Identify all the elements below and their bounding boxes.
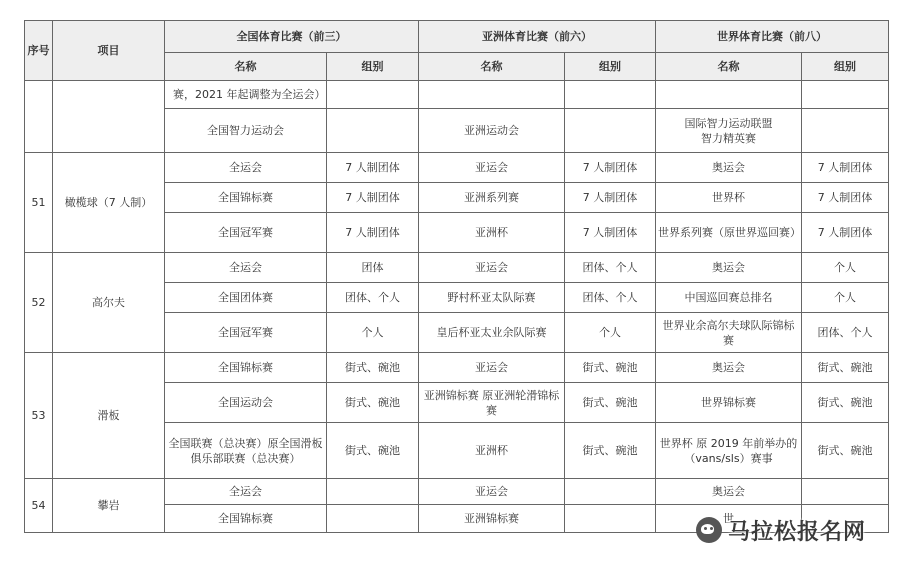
national-header: 全国体育比赛（前三）: [165, 21, 419, 53]
national-name-header: 名称: [165, 53, 327, 81]
asian-name-cell: 亚洲锦标赛: [419, 505, 565, 533]
world-name-cell: 奥运会: [656, 253, 802, 283]
national-group-cell: 个人: [327, 313, 419, 353]
seq-cell: 52: [25, 253, 53, 353]
asian-name-cell: 皇后杯亚太业余队际赛: [419, 313, 565, 353]
asian-name-cell: [419, 81, 565, 109]
item-cell: 攀岩: [53, 479, 165, 533]
world-name-cell: 世界业余高尔夫球队际锦标赛: [656, 313, 802, 353]
asian-name-cell: 野村杯亚太队际赛: [419, 283, 565, 313]
asian-name-cell: 亚运会: [419, 353, 565, 383]
national-group-header: 组别: [327, 53, 419, 81]
world-group-cell: [802, 479, 889, 505]
seq-cell: 54: [25, 479, 53, 533]
national-group-cell: [327, 505, 419, 533]
world-name-cell: 世: [656, 505, 802, 533]
national-name-cell: 全国联赛（总决赛）原全国滑板俱乐部联赛（总决赛）: [165, 423, 327, 479]
world-group-cell: [802, 109, 889, 153]
national-name-cell: 全国冠军赛: [165, 213, 327, 253]
national-group-cell: [327, 479, 419, 505]
national-name-cell: 全运会: [165, 479, 327, 505]
world-group-cell: 7 人制团体: [802, 213, 889, 253]
asian-group-cell: 团体、个人: [565, 253, 656, 283]
world-name-cell: 中国巡回赛总排名: [656, 283, 802, 313]
national-name-cell: 全国运动会: [165, 383, 327, 423]
watermark-text: 马拉松报名网: [728, 519, 867, 545]
world-group-cell: 个人: [802, 253, 889, 283]
asian-group-cell: 街式、碗池: [565, 423, 656, 479]
world-name-cell: 奥运会: [656, 353, 802, 383]
national-name-cell: 赛，2021 年起调整为全运会）: [165, 81, 327, 109]
world-name-cell: 世界系列赛（原世界巡回赛）: [656, 213, 802, 253]
world-name-cell: 奥运会: [656, 479, 802, 505]
national-name-cell: 全国冠军赛: [165, 313, 327, 353]
asian-name-cell: 亚洲运动会: [419, 109, 565, 153]
asian-name-cell: 亚洲杯: [419, 213, 565, 253]
world-group-cell: 街式、碗池: [802, 383, 889, 423]
item-cell: 橄榄球（7 人制）: [53, 153, 165, 253]
seq-cell: 53: [25, 353, 53, 479]
item-cell: 滑板: [53, 353, 165, 479]
national-group-cell: 街式、碗池: [327, 423, 419, 479]
watermark: [696, 513, 896, 547]
asian-name-cell: 亚运会: [419, 153, 565, 183]
wechat-icon: [696, 517, 722, 543]
asian-group-cell: 7 人制团体: [565, 183, 656, 213]
seq-header: 序号: [25, 21, 53, 81]
national-group-cell: 团体、个人: [327, 283, 419, 313]
national-group-cell: 团体: [327, 253, 419, 283]
asian-group-cell: 街式、碗池: [565, 353, 656, 383]
national-name-cell: 全运会: [165, 153, 327, 183]
asian-header: 亚洲体育比赛（前六）: [419, 21, 656, 53]
asian-group-cell: 7 人制团体: [565, 213, 656, 253]
seq-cell: 51: [25, 153, 53, 253]
asian-name-cell: 亚洲杯: [419, 423, 565, 479]
world-header: 世界体育比赛（前八）: [656, 21, 889, 53]
national-group-cell: 7 人制团体: [327, 153, 419, 183]
seq-cell: [25, 81, 53, 153]
world-group-cell: 7 人制团体: [802, 183, 889, 213]
asian-group-cell: [565, 109, 656, 153]
table-body: [25, 81, 889, 533]
world-group-cell: 个人: [802, 283, 889, 313]
world-group-cell: [802, 81, 889, 109]
world-group-cell: 7 人制团体: [802, 153, 889, 183]
table-row: [25, 81, 889, 109]
competition-table: [24, 20, 889, 533]
national-group-cell: 7 人制团体: [327, 183, 419, 213]
world-name-line: 智力精英赛: [701, 131, 756, 145]
world-name-cell: [656, 109, 802, 153]
world-name-cell: 世界锦标赛: [656, 383, 802, 423]
world-name-cell: 世界杯 原 2019 年前举办的（vans/sls）赛事: [656, 423, 802, 479]
national-name-cell: 全国团体赛: [165, 283, 327, 313]
national-name-cell: 全运会: [165, 253, 327, 283]
national-group-cell: 街式、碗池: [327, 353, 419, 383]
asian-group-cell: [565, 505, 656, 533]
national-name-cell: 全国智力运动会: [165, 109, 327, 153]
asian-group-cell: [565, 81, 656, 109]
asian-group-cell: 个人: [565, 313, 656, 353]
national-name-cell: 全国锦标赛: [165, 505, 327, 533]
world-group-cell: 街式、碗池: [802, 353, 889, 383]
asian-name-header: 名称: [419, 53, 565, 81]
world-name-header: 名称: [656, 53, 802, 81]
item-header: 项目: [53, 21, 165, 81]
national-group-cell: 街式、碗池: [327, 383, 419, 423]
world-name-cell: 世界杯: [656, 183, 802, 213]
national-group-cell: [327, 109, 419, 153]
national-group-cell: 7 人制团体: [327, 213, 419, 253]
national-name-cell: 全国锦标赛: [165, 183, 327, 213]
asian-name-cell: 亚洲系列赛: [419, 183, 565, 213]
world-group-cell: 团体、个人: [802, 313, 889, 353]
world-name-cell: [656, 81, 802, 109]
item-cell: [53, 81, 165, 153]
table-row: [25, 479, 889, 505]
table-row: [25, 353, 889, 383]
asian-group-cell: [565, 479, 656, 505]
asian-group-cell: 团体、个人: [565, 283, 656, 313]
national-group-cell: [327, 81, 419, 109]
asian-group-cell: 街式、碗池: [565, 383, 656, 423]
national-name-cell: 全国锦标赛: [165, 353, 327, 383]
asian-group-header: 组别: [565, 53, 656, 81]
item-cell: 高尔夫: [53, 253, 165, 353]
table-row: [25, 153, 889, 183]
asian-name-cell: 亚洲锦标赛 原亚洲轮滑锦标赛: [419, 383, 565, 423]
world-group-cell: 街式、碗池: [802, 423, 889, 479]
asian-name-cell: 亚运会: [419, 479, 565, 505]
asian-name-cell: 亚运会: [419, 253, 565, 283]
world-name-line: 国际智力运动联盟: [684, 116, 773, 130]
asian-group-cell: 7 人制团体: [565, 153, 656, 183]
table-row: [25, 253, 889, 283]
world-name-cell: 奥运会: [656, 153, 802, 183]
world-group-header: 组别: [802, 53, 889, 81]
